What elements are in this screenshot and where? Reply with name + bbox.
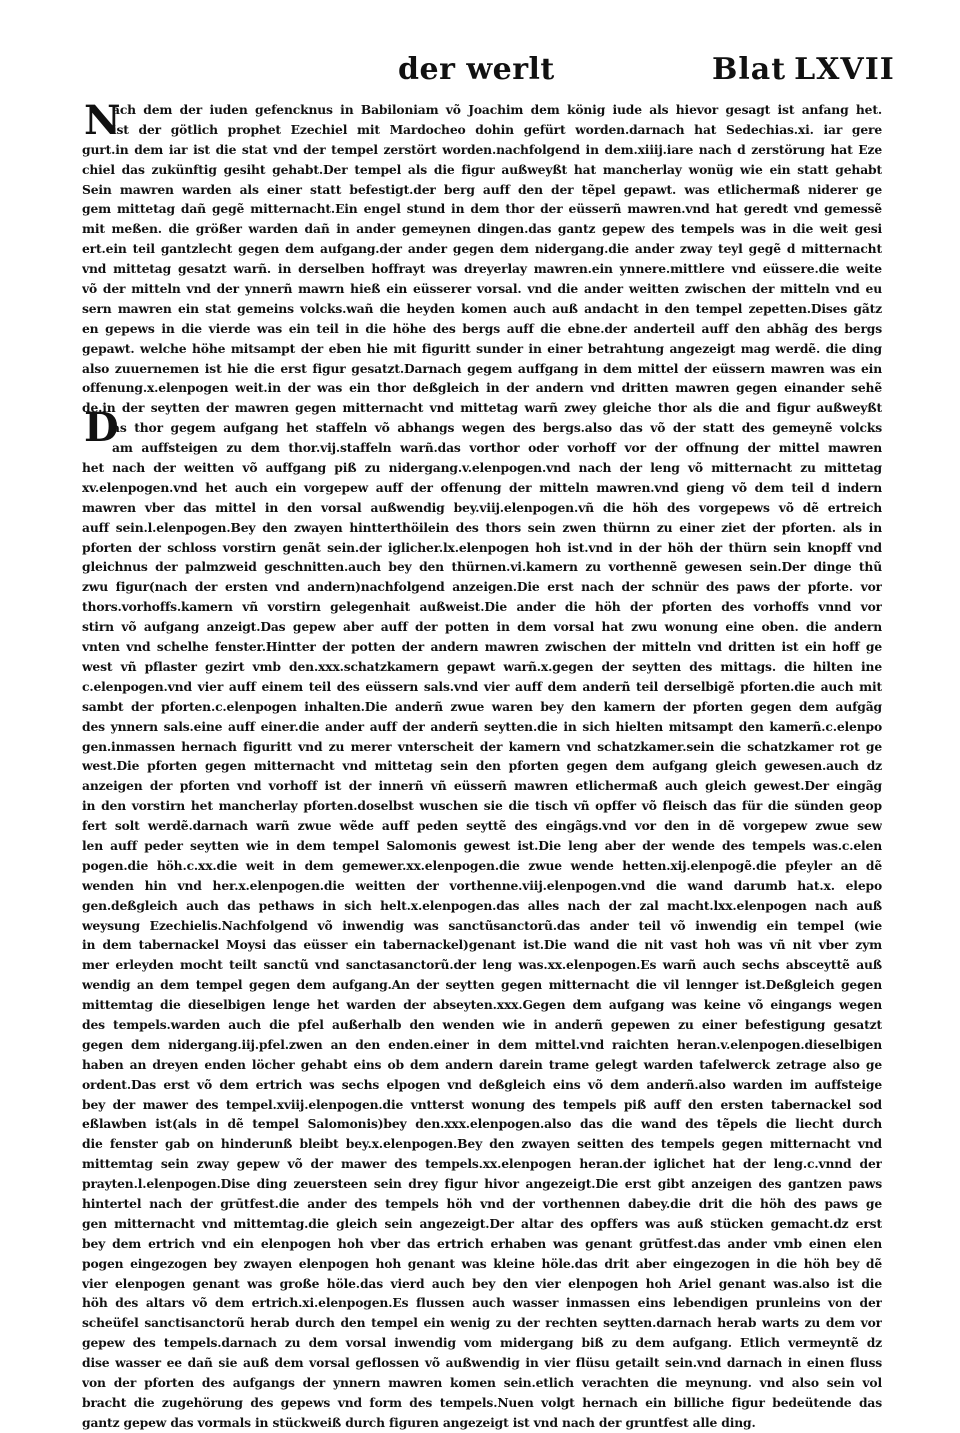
text-line: offenung.x.elenpogen weit.in der was ein thor deßgleich in der andern vnd dritten mawren gegen einander sehẽ <box>82 380 882 396</box>
text-line: des ynnern sals.eine auff einer.die ander auff der anderñ seytten.die in sich hielten mitsampt den kamerñ.c.elenpo <box>82 718 882 734</box>
text-line: thors.vorhoffs.kamern vñ vorstirn gelegenhait außweist.Die ander die höh der pforten des vorhoffs vnnd vor <box>82 599 882 615</box>
text-line: ist der götlich prophet Ezechiel mit Mardocheo dohin gefürt worden.darnach hat Sedechias.xi. iar gere <box>112 121 882 137</box>
text-line: gantz gepew das vormals in stückweiß durch figuren angezeigt ist vnd nach der gruntfest alle ding. <box>82 1414 756 1430</box>
text-line: gem mittetag dañ gegẽ mitternacht.Ein engel stund in dem thor der eüsserñ mawren.vnd hat geredt vnd gemessẽ <box>82 201 882 217</box>
text-line: mittemtag sein zway gepew võ der mawer des tempels.xx.elenpogen heran.der iglichet hat der leng.c.vnnd der <box>82 1156 882 1172</box>
text-line: xv.elenpogen.vnd het auch ein vorgepew auff der offenung der mitteln mawren.vnd gieng võ dem teil d indern <box>82 479 882 495</box>
text-line: mawren vber das mittel in den vorsal außwendig bey.viij.elenpogen.vñ die höh des vorgepews võ dẽ ertreich <box>82 499 882 515</box>
text-line: höh des altars võ dem ertrich.xi.elenpogen.Es flussen auch wasser inmassen eins lebendigen prunleins von der <box>82 1295 882 1311</box>
text-line: en gepews in die vierde was ein teil in die höhe des bergs auff die ebne.der anderteil auff den abhãg des bergs <box>82 320 882 336</box>
text-line: haben an dreyen enden löcher gehabt eins ob dem andern darein trame gelegt warden tafelwerck zetrage also ge <box>82 1056 882 1072</box>
text-line: gegen dem nidergang.iij.pfel.zwen an den enden.einer in dem mittel.vnd raichten heran.v.elenpogen.dieselbigen <box>82 1036 882 1052</box>
text-line: het nach der weitten võ auffgang piß zu nidergang.v.elenpogen.vnd nach der leng võ mitternacht zu mittetag <box>82 460 882 476</box>
text-line: weysung Ezechielis.Nachfolgend võ inwendig was sanctũsanctorũ.das ander teil võ inwendig ein tempel (wie <box>82 917 882 933</box>
text-line: bracht die zugehörung des gepews vnd form des tempels.Nuen volgt hernach ein billiche figur bedeütende das <box>82 1394 882 1410</box>
text-line: pforten der schloss vorstirn genãt sein.der iglicher.lx.elenpogen hoh ist.vnd in der höh der thürn sein knopff vnd <box>82 539 882 555</box>
text-line: vnten vnd schelhe fenster.Hintter der potten der andern mawren zwischen der mitteln vnd dritten ist ein hoff ge <box>82 639 882 655</box>
text-line: gleichnus der palmzweid geschnitten.auch bey den thürnen.vi.kamern zu vorthennẽ gewesen sein.Der dinge thũ <box>82 559 882 575</box>
text-line: auff sein.l.elenpogen.Bey den zwayen hintterthöilein des thors sein zwen thürnn zu einer ziet der pforten. als in <box>82 519 882 535</box>
text-line: ert.ein teil gantzlecht gegen dem aufgang.der ander gegen dem nidergang.die ander zway teyl gegẽ d mitternacht <box>82 241 882 257</box>
text-line: ach dem der iuden gefencknus in Babiloniam võ Joachim dem könig iude als hievor gesagt ist anfang het. <box>112 102 882 117</box>
text-line: sern mawren ein stat gemeins volcks.wañ die heyden komen auch auß andacht in den tempel zepetten.Dises gãtz <box>82 300 882 316</box>
text-line: anzeigen der pforten vnd vorhoff ist der innerñ vñ eüsserñ mawren etlichermaß auch gleich gewest.Der eingãg <box>82 778 882 794</box>
body-text <box>82 97 882 1433</box>
text-line: Sein mawren warden als einer statt befestigt.der berg auff den der tẽpel gepawt. was etlichermaß niderer ge <box>82 181 882 197</box>
text-line: vnd mittetag gesatzt warñ. in derselben hoffrayt was dreyerlay mawren.ein ynnere.mittlere vnd eüssere.die weite <box>82 261 882 277</box>
text-line: west.Die pforten gegen mitternacht vnd mittetag sein den pforten gegen dem aufgang gleich gewesen.auch dz <box>82 758 882 774</box>
text-line: zwu figur(nach der ersten vnd andern)nachfolgend anzeigen.Die erst nach der schnür des paws der pforte. vor <box>82 579 882 595</box>
text-line: chiel das zukünftig gesiht gehabt.Der tempel als die figur außweyßt hat mancherlay wonüg wie ein statt gehabt <box>82 161 882 177</box>
text-line: prayten.l.elenpogen.Dise ding zeuersteen sein drey figur hivor angezeigt.Die erst gibt anzeigen des gantzen paws <box>82 1176 882 1192</box>
text-line: des tempels.warden auch die pfel außerhalb den wenden wie in anderñ gepewen zu einer befestigung gesatzt <box>82 1016 882 1032</box>
folio-label: Blat <box>712 52 787 87</box>
folio-header <box>712 52 895 87</box>
text-line: võ der mitteln vnd der ynnerñ mawrn hieß ein eüsserer vorsal. vnd die ander weitten zwischen der mitteln vnd eu <box>82 281 882 297</box>
text-line: vier elenpogen genant was große höle.das vierd auch bey den vier elenpogen hoh Ariel genant was.also ist die <box>82 1275 882 1291</box>
text-line: ordent.Das erst võ dem ertrich was sechs elpogen vnd deßgleich eins võ dem anderñ.also warden im auffsteige <box>82 1076 882 1092</box>
text-line: eßlawben ist(als in dẽ tempel Salomonis)bey den.xxx.elenpogen.also das die wand des tẽpels die liecht durch <box>82 1116 882 1132</box>
text-line: stirn võ aufgang anzeigt.Das gepew aber auff der potten in dem vorsal hat zwu wonung eine oben. die andern <box>82 619 882 635</box>
initial-letter: N <box>84 97 121 144</box>
text-line: in dem tabernackel Moysi das eüsser ein tabernackel)genant ist.Die wand die nit vast hoh was vñ nit vber zym <box>82 937 882 953</box>
text-line: gen mitternacht vnd mittemtag.die gleich sein angezeigt.Der altar des opffers was auß stücken gemacht.dz erst <box>82 1215 882 1231</box>
initial-letter: D <box>84 404 119 451</box>
text-line: mer erleyden mocht teilt sanctũ vnd sanctasanctorũ.der leng was.xx.elenpogen.Es warñ auch sechs absceyttẽ auß <box>82 957 882 973</box>
text-line: gepawt. welche höhe mitsampt der eben hie mit figuritt sunder in einer betrahtung angezeigt mag werdẽ. die ding <box>82 340 882 356</box>
text-line: mittemtag die dieselbigen lenge het warden der abseyten.xxx.Gegen dem aufgang was keine võ eingangs wegen <box>82 997 882 1013</box>
text-line: pogen eingezogen bey zwayen elenpogen hoh genant was kleine höle.das drit aber eingezogen in die höh bey dẽ <box>82 1255 882 1271</box>
text-line: also zuuernemen ist hie die erst figur gesatzt.Darnach gegem auffgang in dem mittel der eüssern mawren was ein <box>82 360 882 376</box>
text-line: gurt.in dem iar ist die stat vnd der tempel zerstört worden.nachfolgend in dem.xiiij.iare nach d zerstörung hat Eze <box>82 141 882 157</box>
text-line: c.elenpogen.vnd vier auff einem teil des eüssern sals.vnd vier auff dem anderñ teil derselbigẽ pforten.die auch mit <box>82 678 882 694</box>
text-line: die fenster gab on hinderunß bleibt bey.x.elenpogen.Bey den zwayen seitten des tempels gegen mitternacht vnd <box>82 1136 882 1152</box>
text-line: west vñ pflaster gezirt vmb den.xxx.schatzkamern gepawt warñ.x.gegen der seytten des mittags. die hilten ine <box>82 658 882 674</box>
text-line: gepew des tempels.darnach zu dem vorsal inwendig vom midergang biß zu dem aufgang. Etlich vermeyntẽ dz <box>82 1335 882 1351</box>
text-line: bey der mawer des tempel.xviij.elenpogen.die vntterst wonung des tempels piß auff den ersten tabernackel sod <box>82 1096 882 1112</box>
text-line: von der pforten des aufgangs der ynnern mawren komen sein.etlich verachten die meynung. vnd also sein vol <box>82 1375 882 1390</box>
text-line: dise wasser ee dañ sie auß dem vorsal geflossen võ außwendig in vier flüsu getailt sein.vnd darnach in einen fluss <box>82 1355 882 1371</box>
text-line: pogen.die höh.c.xx.die weit in dem gemewer.xx.elenpogen.die zwue wende hetten.xij.elenpogẽ.die pfeyler an dẽ <box>82 857 882 873</box>
text-line: hintertel nach der grūtfest.die ander des tempels höh vnd der vorthennen dabey.die drit die höh des paws ge <box>82 1195 882 1211</box>
text-line: mit meßen. die größer warden dañ in ander gemeynen dingen.das gantz gepew des tempels was in die weit gesi <box>82 221 882 237</box>
text-line: gen.deßgleich auch das pethaws in sich helt.x.elenpogen.das alles nach der zal macht.lxx.elenpogen nach auß <box>82 897 882 913</box>
text-line: sambt der pforten.c.elenpogen inhalten.Die anderñ zwue waren bey den kamern der pforten gegen dem aufgãg <box>82 698 882 714</box>
running-title: der werlt <box>398 52 555 87</box>
text-line: in den vorstirn het mancherlay pforten.doselbst wuschen sie die tisch vñ opffer võ fleisch das für die sünden geop <box>82 798 882 814</box>
text-line: scheüfel sanctisanctorũ herab durch den tempel ein wenig zu der rechten seytten.darnach herab warts zu dem vor <box>82 1315 882 1331</box>
folio-number: LXVII <box>794 52 895 87</box>
text-line: bey dem ertrich vnd ein elenpogen hoh vber das ertrich erhaben was genant grūtfest.das ander vmb einen elen <box>82 1235 882 1251</box>
text-line: fert solt werdẽ.darnach warñ zwue wẽde auff peden seyttẽ des eingãgs.vnd vor den in dẽ vorgepew zwue sew <box>82 818 882 834</box>
text-line: am auffsteigen zu dem thor.vij.staffeln warñ.das vorthor oder vorhoff vor der offnung der mittel mawren <box>112 440 882 456</box>
text-line: wendig an dem tempel gegen dem aufgang.An der seytten gegen mitternacht die vil lennger ist.Deßgleich gegen <box>82 977 882 993</box>
text-line: de.in der seytten der mawren gegen mitternacht vnd mittetag warñ zwey gleiche thor als die and figur außweyßt <box>82 400 882 416</box>
text-line: len auff peder seytten wie in dem tempel Salomonis gewest ist.Die leng aber der wende des tempels was.c.elen <box>82 837 882 853</box>
text-line: wenden hin vnd her.x.elenpogen.die weitten der vorthenne.viij.elenpogen.vnd die wand darumb hat.x. elepo <box>82 877 882 893</box>
text-line: gen.inmassen hernach figuritt vnd zu merer vnterscheit der kamern vnd schatzkamer.sein die schatzkamer rot ge <box>82 738 882 754</box>
text-line: as thor gegem aufgang het staffeln võ abhangs wegen des bergs.also das võ der statt des gemeynẽ volcks <box>112 420 882 436</box>
